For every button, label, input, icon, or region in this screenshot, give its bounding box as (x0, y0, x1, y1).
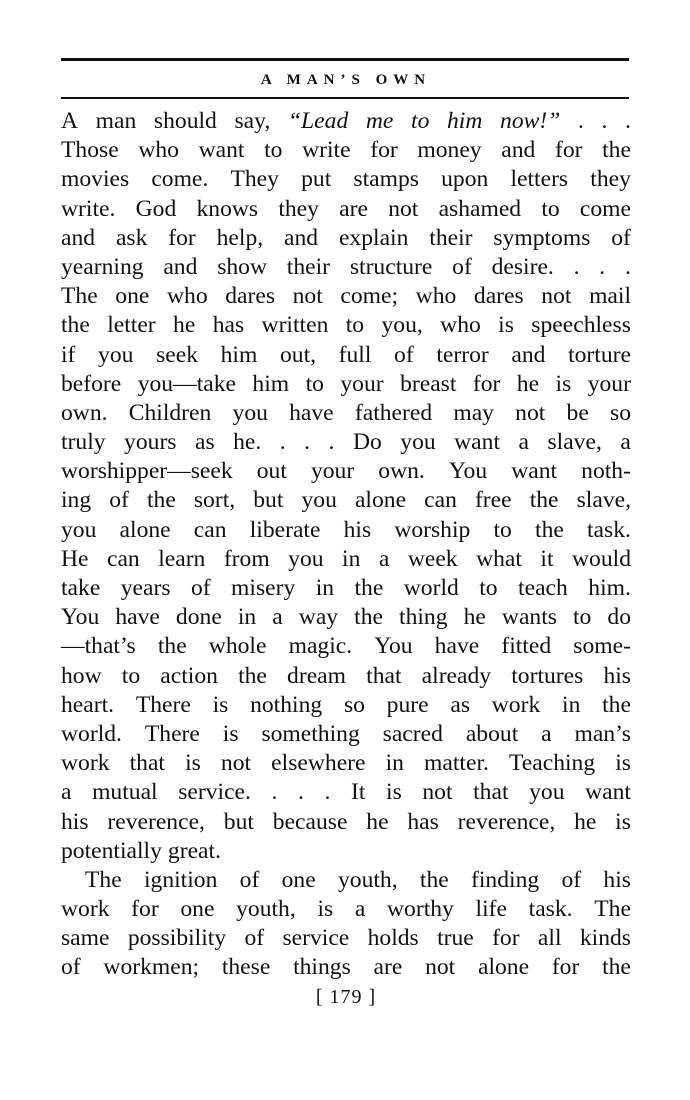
text-line: work that is not elsewhere in matter. Teaching is (61, 750, 631, 777)
text-line: movies come. They put stamps upon letters they (61, 166, 631, 193)
text-line: you alone can liberate his worship to the task. (61, 516, 631, 543)
text-line: before you—take him to your breast for he is your (61, 370, 631, 397)
text-line: world. There is something sacred about a man’s (61, 720, 631, 747)
text-line: work for one youth, is a worthy life task. The (61, 896, 631, 923)
text-line: if you seek him out, full of terror and torture (61, 341, 631, 368)
text-line: his reverence, but because he has reverence, he is (61, 808, 631, 835)
text-line: You have done in a way the thing he wants to do (61, 604, 631, 631)
text-line: yearning and show their structure of desire. . . . (61, 253, 631, 280)
text-line: He can learn from you in a week what it would (61, 545, 631, 572)
page-number: [ 179 ] (315, 985, 377, 1008)
text-line: own. Children you have fathered may not be so (61, 399, 631, 426)
body-text (61, 107, 631, 983)
text-line: potentially great. (61, 837, 221, 864)
text-line: ing of the sort, but you alone can free the slave, (61, 487, 631, 514)
text-line: same possibility of service holds true for all kinds (61, 925, 631, 952)
header-rule-bottom (61, 97, 629, 99)
book-page (61, 58, 631, 1010)
text-line: a mutual service. . . . It is not that you want (61, 779, 631, 806)
header-rule-top (61, 58, 629, 61)
text-line: The one who dares not come; who dares not mail (61, 283, 631, 310)
text-line: of workmen; these things are not alone for the (61, 954, 631, 981)
text-line: how to action the dream that already tortures his (61, 662, 631, 689)
text-line: take years of misery in the world to teach him. (61, 575, 631, 601)
running-head: A MAN’S OWN (260, 72, 432, 88)
text-line: write. God knows they are not ashamed to come (61, 195, 631, 222)
text-line: Those who want to write for money and for the (61, 137, 631, 164)
text-line: A man should say, “Lead me to him now!” . . . (61, 108, 631, 134)
text-line: truly yours as he. . . . Do you want a slave, a (61, 429, 631, 456)
text-line: The ignition of one youth, the finding of his (85, 866, 631, 893)
text-line: —that’s the whole magic. You have fitted some- (61, 633, 631, 660)
text-line: heart. There is nothing so pure as work in the (61, 691, 631, 718)
text-line: the letter he has written to you, who is speechless (61, 312, 631, 339)
text-line: and ask for help, and explain their symptoms of (61, 224, 631, 251)
text-line: worshipper—seek out your own. You want noth- (61, 458, 631, 485)
